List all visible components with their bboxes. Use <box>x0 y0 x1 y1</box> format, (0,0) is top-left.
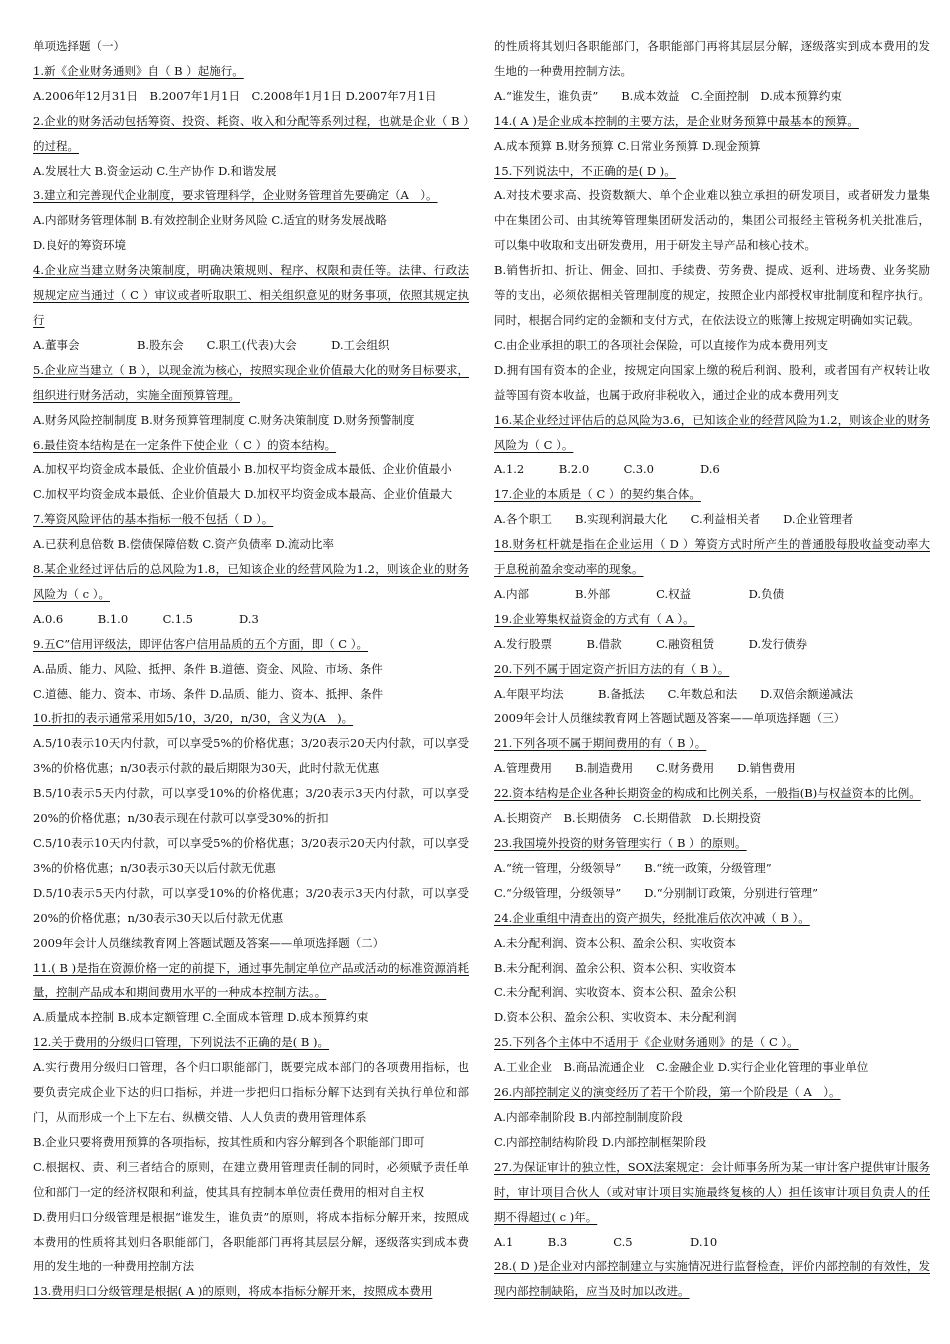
question-text: 9.五C”信用评级法，即评估客户信用品质的五个方面，即（ C ）。 <box>33 636 369 651</box>
answer-option-text: A.已获利息倍数 B.偿债保障倍数 C.资产负债率 D.流动比率 <box>33 537 335 552</box>
answer-option-text: 2009年会计人员继续教育网上答题试题及答案——单项选择题（二） <box>33 935 385 950</box>
answer-option-text: A.质量成本控制 B.成本定额管理 C.全面成本管理 D.成本预算约束 <box>33 1010 369 1025</box>
answer-option-text: A.2006年12月31日 B.2007年1月1日 C.2008年1月1日 D.2007年7月1日 <box>33 88 437 103</box>
answer-option-text: C.未分配利润、实收资本、资本公积、盈余公积 <box>494 985 737 1000</box>
answer-option-text: A.年限平均法 B.备抵法 C.年数总和法 D.双倍余额递减法 <box>494 686 854 701</box>
question-text: 21.下列各项不属于期间费用的有（ B ）。 <box>494 736 707 751</box>
answer-option-text: A.管理费用 B.制造费用 C.财务费用 D.销售费用 <box>494 761 796 776</box>
answer-option-text: 2009年会计人员继续教育网上答题试题及答案——单项选择题（三） <box>494 711 846 726</box>
answer-option-text: A.长期资产 B.长期债务 C.长期借款 D.长期投资 <box>494 811 762 826</box>
answer-option-text: A.工业企业 B.商品流通企业 C.金融企业 D.实行企业化管理的事业单位 <box>494 1060 869 1075</box>
answer-option-text: A.1 B.3 C.5 D.10 <box>494 1234 718 1249</box>
answer-option-text: C.内部控制结构阶段 D.内部控制框架阶段 <box>494 1134 707 1149</box>
question-text: 4.企业应当建立财务决策制度，明确决策规则、程序、权限和责任等。法律、行政法规规定应当通过（ C ）审议或者听取职工、相关组织意见的财务事项，依照其规定执行 <box>33 263 469 327</box>
question-text: 11.( B )是指在资源价格一定的前提下，通过事先制定单位产品或活动的标准资源消耗量，控制产品成本和期间费用水平的一种成本控制方法。。 <box>33 960 469 1000</box>
answer-option-text: A.财务风险控制制度 B.财务预算管理制度 C.财务决策制度 D.财务预警制度 <box>33 412 415 427</box>
question-text: 25.下列各个主体中不适用于《企业财务通则》的是（ C ）。 <box>494 1035 799 1050</box>
question-text: 16.某企业经过评估后的总风险为3.6，已知该企业的经营风险为1.2，则该企业的财务风险为（ C ）。 <box>494 412 930 452</box>
answer-option-text: A.实行费用分级归口管理，各个归口职能部门，既要完成本部门的各项费用指标，也要负责完成企业下达的归口指标，并进一步把归口指标分解下达到有关执行单位和部门，从而形成一个上下左右、纵横交错、人人负责的费用管理体系 <box>33 1060 469 1124</box>
question-text: 10.折扣的表示通常采用如5/10，3/20，n/30，含义为(A )。 <box>33 711 354 726</box>
question-text: 18.财务杠杆就是指在企业运用（ D ）筹资方式时所产生的普通股每股收益变动率大于息税前盈余变动率的现象。 <box>494 537 930 577</box>
answer-option-text: C.道德、能力、资本、市场、条件 D.品质、能力、资本、抵押、条件 <box>33 686 384 701</box>
answer-option-text: A.未分配利润、资本公积、盈余公积、实收资本 <box>494 935 736 950</box>
answer-option-text: C.加权平均资金成本最低、企业价值最大 D.加权平均资金成本最高、企业价值最大 <box>33 487 453 502</box>
answer-option-text: D.费用归口分级管理是根据“谁发生，谁负责”的原则，将成本指标分解开来，按照成本费用的性质将其划归各职能部门，各职能部门再将其层层分解，逐级落实到成本费用的发生地的一种费用控制方法 <box>33 1209 469 1274</box>
answer-option-text: C.根据权、责、利三者结合的原则，在建立费用管理责任制的同时，必须赋予责任单位和部门一定的经济权限和利益，使其具有控制本单位责任费用的相对自主权 <box>33 1159 469 1199</box>
question-text: 26.内部控制定义的演变经历了若干个阶段，第一个阶段是（ A ）。 <box>494 1085 841 1100</box>
answer-option-text: 单项选择题（一） <box>33 39 125 53</box>
answer-option-text: B.销售折扣、折让、佣金、回扣、手续费、劳务费、提成、返利、进场费、业务奖励等的支出，必须依据相关管理制度的规定，按照企业内部授权审批制度和程序执行。同时，根据合同约定的金额和支付方式，在依法设立的账簿上按规定明确如实记载。 <box>494 263 930 327</box>
answer-option-text: A.董事会 B.股东会 C.职工(代表)大会 D.工会组织 <box>33 337 390 352</box>
answer-option-text: A.“统一管理，分级领导” B.“统一政策，分级管理” <box>494 860 772 875</box>
answer-option-text: 的性质将其划归各职能部门，各职能部门再将其层层分解，逐级落实到成本费用的发生地的一种费用控制方法。 <box>494 39 930 78</box>
question-text: 5.企业应当建立（ B ），以现金流为核心，按照实现企业价值最大化的财务目标要求，组织进行财务活动，实施全面预算管理。 <box>33 362 469 402</box>
answer-option-text: A.加权平均资金成本最低、企业价值最小 B.加权平均资金成本最低、企业价值最小 <box>33 462 452 477</box>
left-column <box>33 34 469 1304</box>
question-text: 27.为保证审计的独立性，SOX法案规定：会计师事务所为某一审计客户提供审计服务时，审计项目合伙人（或对审计项目实施最终复核的人）担任该审计项目负责人的任期不得超过( c )年。 <box>494 1159 930 1224</box>
answer-option-text: A.5/10表示10天内付款，可以享受5%的价格优惠；3/20表示20天内付款，可以享受3%的价格优惠；n/30表示付款的最后期限为30天，此时付款无优惠 <box>33 736 469 776</box>
answer-option-text: A.品质、能力、风险、抵押、条件 B.道德、资金、风险、市场、条件 <box>33 661 383 676</box>
question-text: 6.最佳资本结构是在一定条件下使企业（ C ）的资本结构。 <box>33 437 337 452</box>
question-text: 7.筹资风险评估的基本指标一般不包括（ D ）。 <box>33 512 274 527</box>
question-text: 1.新《企业财务通则》自（ B ）起施行。 <box>33 63 244 78</box>
answer-option-text: D.良好的筹资环境 <box>33 238 126 253</box>
answer-option-text: A.内部财务管理体制 B.有效控制企业财务风险 C.适宜的财务发展战略 <box>33 213 387 228</box>
answer-option-text: D.资本公积、盈余公积、实收资本、未分配利润 <box>494 1010 737 1025</box>
answer-option-text: A.1.2 B.2.0 C.3.0 D.6 <box>494 462 720 477</box>
question-text: 15.下列说法中，不正确的是( D )。 <box>494 163 676 178</box>
answer-option-text: A.内部 B.外部 C.权益 D.负债 <box>494 586 785 601</box>
answer-option-text: A.对技术要求高、投资数额大、单个企业难以独立承担的研发项目，或者研发力量集中在集团公司、由其统筹管理集团研发活动的，集团公司报经主管税务机关批准后，可以集中收取和支出研发费用，用于研发主导产品和核心技术。 <box>494 188 930 253</box>
answer-option-text: C.5/10表示10天内付款，可以享受5%的价格优惠；3/20表示20天内付款，可以享受3%的价格优惠；n/30表示30天以后付款无优惠 <box>33 836 469 875</box>
question-text: 17.企业的本质是（ C ）的契约集合体。 <box>494 487 701 502</box>
answer-option-text: A.0.6 B.1.0 C.1.5 D.3 <box>33 611 259 626</box>
answer-option-text: D.拥有国有资本的企业，按规定向国家上缴的税后利润、股利，或者国有产权转让收益等国有资本收益，也属于政府非税收入，通过企业的成本费用列支 <box>494 362 930 402</box>
question-text: 2.企业的财务活动包括筹资、投资、耗资、收入和分配等系列过程，也就是企业（ B ）的过程。 <box>33 113 469 153</box>
question-text: 24.企业重组中清查出的资产损失，经批准后依次冲减（ B ）。 <box>494 910 810 925</box>
answer-option-text: A.发行股票 B.借款 C.融资租赁 D.发行债券 <box>494 636 808 651</box>
answer-option-text: B.企业只要将费用预算的各项指标，按其性质和内容分解到各个职能部门即可 <box>33 1134 425 1149</box>
question-text: 19.企业筹集权益资金的方式有（ A ）。 <box>494 611 695 626</box>
answer-option-text: C.由企业承担的职工的各项社会保险，可以直接作为成本费用列支 <box>494 337 829 352</box>
question-text: 28.( D )是企业对内部控制建立与实施情况进行监督检查，评价内部控制的有效性，发现内部控制缺陷，应当及时加以改进。 <box>494 1259 930 1299</box>
question-text: 22.资本结构是企业各种长期资金的构成和比例关系，一般指(B)与权益资本的比例。 <box>494 786 921 801</box>
answer-option-text: A.各个职工 B.实现利润最大化 C.利益相关者 D.企业管理者 <box>494 512 854 527</box>
question-text: 23.我国境外投资的财务管理实行（ B ）的原则。 <box>494 836 747 850</box>
question-text: 13.费用归口分级管理是根据( A )的原则，将成本指标分解开来，按照成本费用 <box>33 1284 433 1299</box>
question-text: 8.某企业经过评估后的总风险为1.8，已知该企业的经营风险为1.2，则该企业的财务风险为（ c ）。 <box>33 562 469 601</box>
question-text: 12.关于费用的分级归口管理，下列说法不正确的是( B )。 <box>33 1035 330 1050</box>
right-column <box>494 34 930 1304</box>
answer-option-text: C.“分级管理，分级领导” D.“分别制订政策，分别进行管理” <box>494 885 819 900</box>
answer-option-text: B.5/10表示5天内付款，可以享受10%的价格优惠；3/20表示3天内付款，可以享受20%的价格优惠；n/30表示现在付款可以享受30%的折扣 <box>33 786 469 826</box>
question-text: 20.下列不属于固定资产折旧方法的有（ B ）。 <box>494 661 730 676</box>
question-text: 14.( A )是企业成本控制的主要方法，是企业财务预算中最基本的预算。 <box>494 113 859 128</box>
answer-option-text: B.未分配利润、盈余公积、资本公积、实收资本 <box>494 960 737 975</box>
answer-option-text: A.“谁发生，谁负责” B.成本效益 C.全面控制 D.成本预算约束 <box>494 88 842 103</box>
answer-option-text: A.发展壮大 B.资金运动 C.生产协作 D.和谐发展 <box>33 163 277 178</box>
question-text: 3.建立和完善现代企业制度，要求管理科学，企业财务管理首先要确定（A ）。 <box>33 188 438 203</box>
answer-option-text: A.内部牵制阶段 B.内部控制制度阶段 <box>494 1109 683 1124</box>
answer-option-text: D.5/10表示5天内付款，可以享受10%的价格优惠；3/20表示3天内付款，可以享受20%的价格优惠；n/30表示30天以后付款无优惠 <box>33 885 469 925</box>
answer-option-text: A.成本预算 B.财务预算 C.日常业务预算 D.现金预算 <box>494 138 761 153</box>
